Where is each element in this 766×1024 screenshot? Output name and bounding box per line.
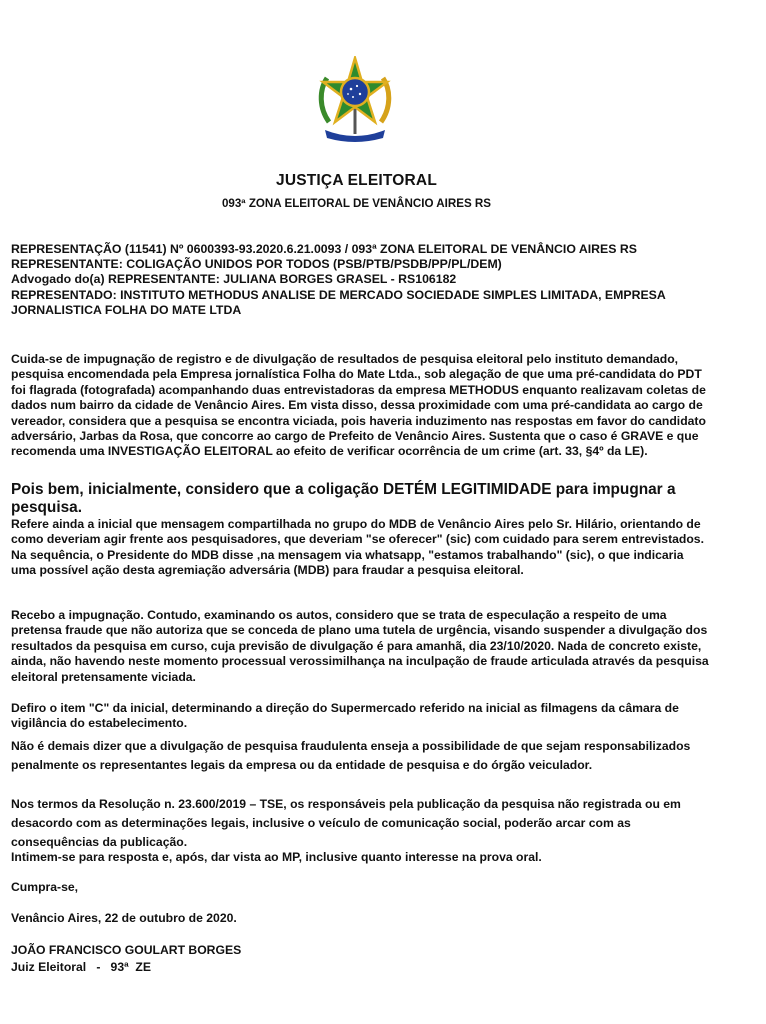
defendant-line: REPRESENTADO: INSTITUTO METHODUS ANALISE DE MERCADO SOCIEDADE SIMPLES LIMITADA, EMPRESA JORNALISTICA FOLHA DO MATE LTDA (11, 287, 666, 317)
lawyer-line: Advogado do(a) REPRESENTANTE: JULIANA BORGES GRASEL - RS106182 (11, 272, 457, 287)
paragraph-summary: Cuida-se de impugnação de registro e de divulgação de resultados de pesquisa eleitoral pelo instituto demandado, pesquisa encomendada pela Empresa jornalística Folha do Mate Ltda., sob alegação de que uma pré-candidata do PDT foi flagrada (fotografada) acompanhando duas entrevistadoras da empresa METHODUS enquanto realizavam coletas de dados num bairro da cidade de Venâncio Aires. Em vista disso, dessa proximidade com uma pré-candidata ao cargo de vereador, considera que a pesquisa se encontra viciada, pois haveria induzimento nas respostas em favor do candidato adversário, Jarbas da Rosa, que concorre ao cargo de Prefeito de Venâncio Aires. Sustenta que o caso é GRAVE e que recomenda uma INVESTIGAÇÃO ELEITORAL ao efeito de verificar ocorrência de um crime (art. 33, §4º da LE). (11, 352, 706, 459)
court-name: JUSTIÇA ELEITORAL (276, 172, 437, 189)
place-date: Venâncio Aires, 22 de outubro de 2020. (11, 911, 237, 925)
paragraph-mdb-message: Refere ainda a inicial que mensagem compartilhada no grupo do MDB de Venâncio Aires pelo Sr. Hilário, orientando de como deveriam agir frente aos pesquisadores, que deveriam "se oferecer" (sic) com cuidado para serem entrevistados. Na sequência, o Presidente do MDB disse ,na mensagem via whatsapp, "estamos trabalhando" (sic), o que indicaria uma possível ação desta agremiação adversária (MDB) para fraudar a pesquisa eleitoral. (11, 517, 704, 578)
paragraph-legitimacy: Pois bem, inicialmente, considero que a coligação DETÉM LEGITIMIDADE para impugnar a pesquisa. (11, 481, 676, 516)
paragraph-fraud-warning: Não é demais dizer que a divulgação de pesquisa fraudulenta enseja a possibilidade de que sejam responsabilizados penalmente os representantes legais da empresa ou da entidade de pesquisa e do órgão veiculador. (11, 739, 691, 773)
paragraph-item-c: Defiro o item "C" da inicial, determinando a direção do Supermercado referido na inicial as filmagens da câmara de vigilância do estabelecimento. (11, 701, 679, 731)
paragraph-decision: Recebo a impugnação. Contudo, examinando os autos, considero que se trata de especulação a respeito de uma pretensa fraude que não autoriza que se conceda de plano uma tutela de urgência, visando suspender a divulgação dos resultados da pesquisa em curso, cuja previsão de divulgação é para amanhã, dia 23/10/2020. Nada de concreto existe, ainda, não havendo neste momento processual verossimilhança na inculpação de fraude articulada através da pesquisa eleitoral pretensamente viciada. (11, 608, 709, 684)
case-number-line: REPRESENTAÇÃO (11541) Nº 0600393-93.2020.6.21.0093 / 093ª ZONA ELEITORAL DE VENÂNCIO AIRES RS (11, 242, 637, 256)
brazil-coat-of-arms-icon (315, 56, 395, 144)
judge-name: JOÃO FRANCISCO GOULART BORGES (11, 943, 242, 957)
closing-line: Cumpra-se, (11, 880, 79, 894)
case-header (11, 242, 711, 318)
judge-role: Juiz Eleitoral - 93ª ZE (11, 960, 151, 974)
court-zone: 093ª ZONA ELEITORAL DE VENÂNCIO AIRES RS (221, 197, 492, 210)
paragraph-summons: Intimem-se para resposta e, após, dar vista ao MP, inclusive quanto interesse na prova oral. (11, 850, 542, 864)
plaintiff-line: REPRESENTANTE: COLIGAÇÃO UNIDOS POR TODOS (PSB/PTB/PSDB/PP/PL/DEM) (11, 257, 502, 272)
paragraph-resolution: Nos termos da Resolução n. 23.600/2019 – TSE, os responsáveis pela publicação da pesquisa não registrada ou em desacordo com as determinações legais, inclusive o veículo de comunicação social, poderão arcar com as consequências da publicação. (11, 797, 681, 850)
